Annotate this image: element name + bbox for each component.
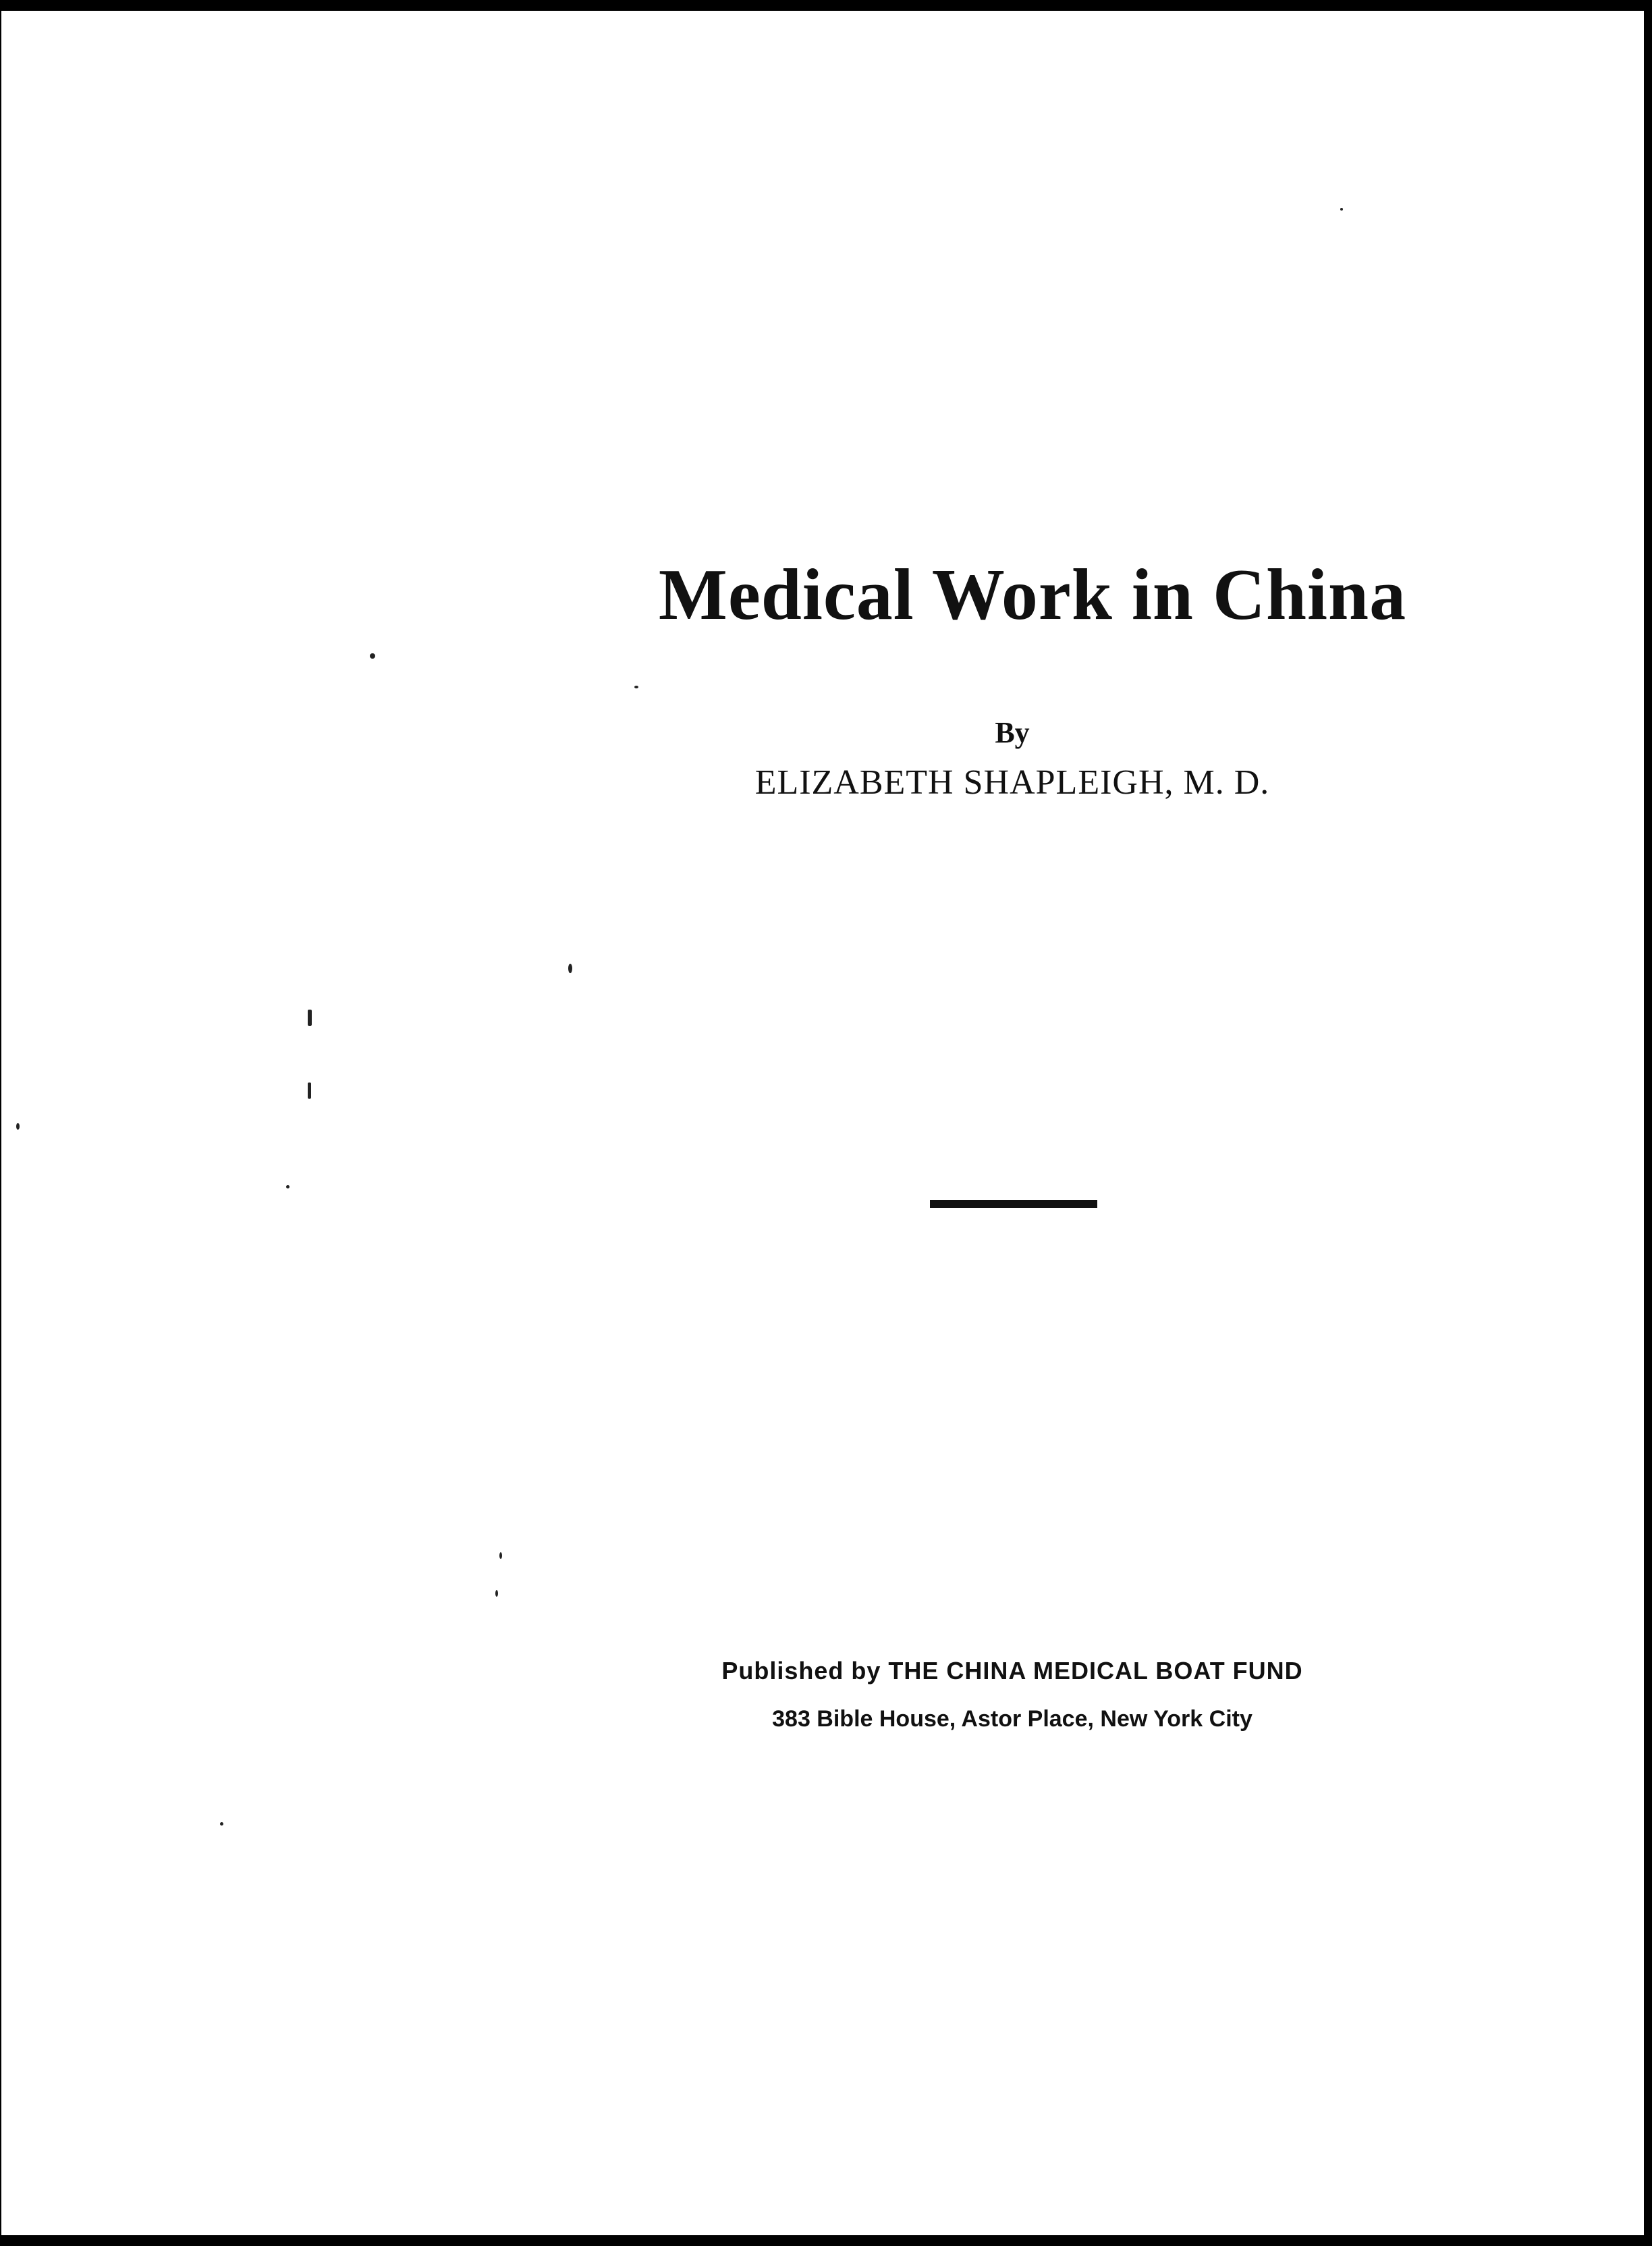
scan-speck (568, 964, 572, 973)
scan-speck (370, 653, 375, 659)
publisher-address: 383 Bible House, Astor Place, New York City (772, 1706, 1252, 1732)
scan-speck (634, 686, 638, 688)
scan-speck (499, 1552, 502, 1559)
byline: By (995, 716, 1030, 749)
scan-speck (1340, 208, 1343, 211)
scan-speck (220, 1822, 223, 1826)
scan-speck (286, 1185, 290, 1188)
book-title: Medical Work in China (658, 555, 1407, 635)
scan-speck (16, 1123, 20, 1130)
scan-speck (495, 1590, 498, 1597)
scan-speck (308, 1010, 312, 1026)
scan-speck (308, 1083, 311, 1099)
author-name: ELIZABETH SHAPLEIGH, M. D. (754, 763, 1270, 802)
horizontal-rule (930, 1200, 1097, 1208)
publisher-line: Published by THE CHINA MEDICAL BOAT FUND (721, 1657, 1303, 1684)
